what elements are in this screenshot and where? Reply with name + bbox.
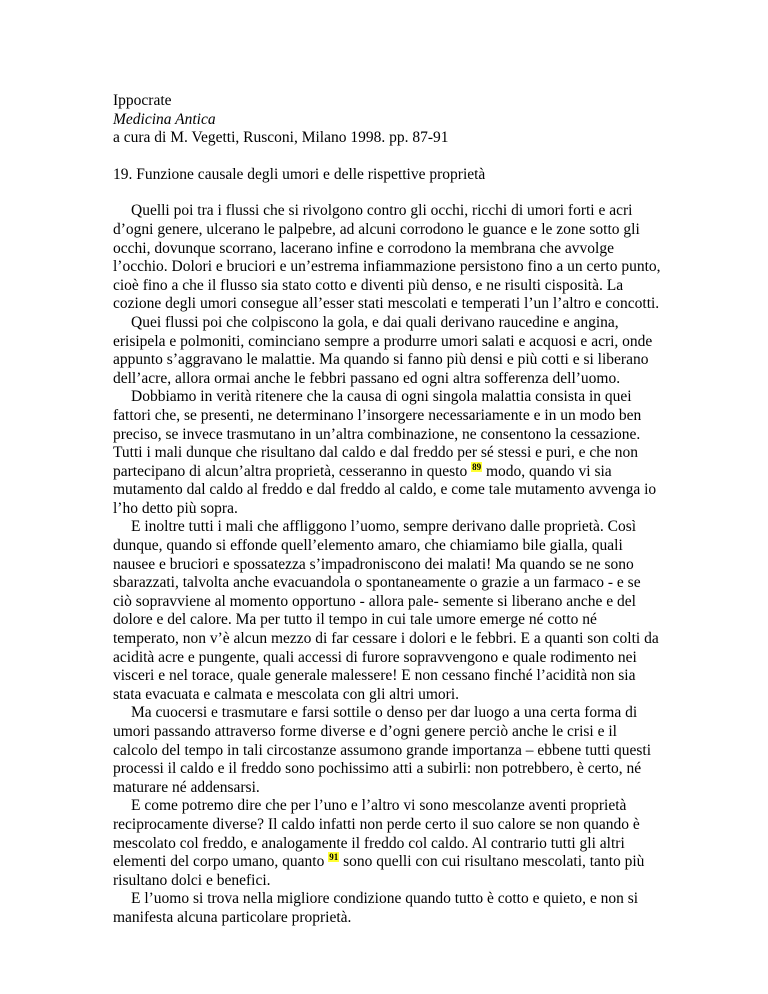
edition-info: a cura di M. Vegetti, Rusconi, Milano 1998. pp. 87-91 <box>113 129 449 147</box>
paragraph-3 <box>113 388 661 518</box>
paragraph-6-part-b: sono quelli con cui risultano mescolati, tanto più risultano dolci e benefici. <box>113 853 645 889</box>
paragraph-3-part-b: modo, quando vi sia mutamento dal caldo al freddo e dal freddo al caldo, e come tale mutamento avvenga io l’ho detto più sopra. <box>113 462 657 517</box>
paragraph-2: Quei flussi poi che colpiscono la gola, e dai quali derivano raucedine e angina, erisipela e polmoniti, cominciano sempre a produrre umori salati e acquosi e acri, onde appunto s’aggravano le malattie. Ma quando si fanno più densi e più cotti e si liberano dell’acre, allora ormai anche le febbri passano ed ogni altra sofferenza dell’uomo. <box>113 313 653 387</box>
paragraph-6-part-a: E come potremo dire che per l’uno e l’altro vi sono mescolanze aventi proprietà reciprocamente diverse? Il caldo infatti non perde certo il suo calore se non quando è mescolato col freddo, e analogamente il freddo col caldo. Al contrario tutti gli altri elementi del corpo umano, quanto <box>113 797 640 871</box>
section-title: 19. Funzione causale degli umori e delle rispettive proprietà <box>113 165 486 183</box>
work-title: Medicina Antica <box>113 110 216 128</box>
author-name: Ippocrate <box>113 92 172 109</box>
paragraph-7: E l’uomo si trova nella migliore condizione quando tutto è cotto e quieto, e non si manifesta alcuna particolare proprietà. <box>113 890 639 926</box>
paragraph-3-part-a: Dobbiamo in verità ritenere che la causa di ogni singola malattia consista in quei fattori che, se presenti, ne determinano l’insorgere necessariamente e in un modo ben preciso, se invece trasmutano in un’altra combinazione, ne consentono la cessazione. Tutti i mali dunque che risultano dal caldo e dal freddo per sé stessi e puri, e che non partecipano di alcun’altra proprietà, cesseranno in questo <box>113 388 642 480</box>
paragraph-5: Ma cuocersi e trasmutare e farsi sottile o denso per dar luogo a una certa forma di umori passando attraverso forme diverse e d’ogni genere perciò anche le crisi e il calcolo del tempo in tali circostanze assumono grande importanza – ebbene tutti questi processi il caldo e il freddo sono pochissimo atti a subirli: non potrebbero, è certo, né maturare né addensarsi. <box>113 704 652 796</box>
page-marker-91: 91 <box>329 852 339 862</box>
citation-header <box>113 92 661 148</box>
paragraph-4: E inoltre tutti i mali che affliggono l’uomo, sempre derivano dalle proprietà. Così dunque, quando si effonde quell’elemento amaro, che chiamiamo bile gialla, quali nausee e bruciori e spossatezza s’impadroniscono dei malati! Ma quando se ne sono sbarazzati, talvolta anche evacuandola o spontaneamente o grazie a un farmaco - e se ciò sopravviene al momento opportuno - allora pale- semente si liberano anche e del dolore e del calore. Ma per tutto il tempo in cui tale umore emerge né cotto né temperato, non v’è alcun mezzo di far cessare i dolori e le febbri. E a quanti son colti da acidità acre e pungente, quali accessi di furore sopravvengono e quale rodimento nei visceri e nel torace, quale generale malessere! E non cessano finché l’acidità non sia stata evacuata e calmata e mescolata con gli altri umori. <box>113 518 659 703</box>
paragraph-6 <box>113 797 661 890</box>
page-marker-89: 89 <box>472 461 482 472</box>
paragraph-1: Quelli poi tra i flussi che si rivolgono contro gli occhi, ricchi di umori forti e acri d’ogni genere, ulcerano le palpebre, ad alcuni corrodono le guance e le zone sotto gli occhi, dovunque scorrano, lacerano infine e corrodono la membrana che avvolge l’occhio. Dolori e bruciori e un’estrema infiammazione persistono fino a un certo punto, cioè fino a che il flusso sia stato cotto e diventi più denso, e ne risulti cisposità. La cozione degli umori consegue all’esser stati mescolati e temperati l’un l’altro e concotti. <box>113 202 661 313</box>
document-body <box>113 92 661 928</box>
